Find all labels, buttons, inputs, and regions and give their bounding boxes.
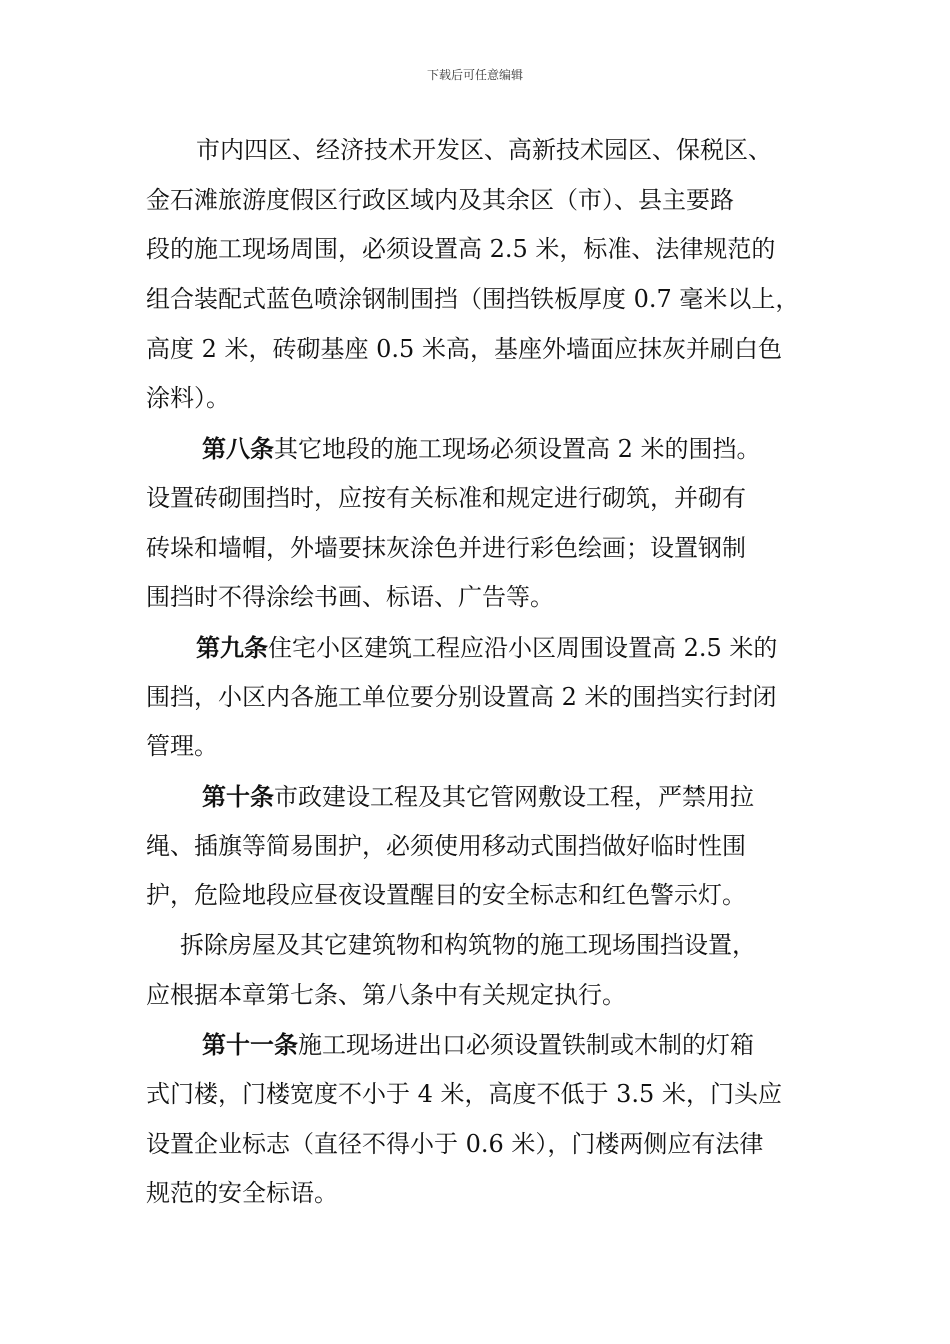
document-body — [146, 126, 826, 1219]
paragraph-demolition — [146, 921, 826, 1020]
text-span: 施工现场进出口必须设置铁制或木制的灯箱 — [298, 1031, 754, 1060]
text-line: 金石滩旅游度假区行政区域内及其余区（市）、县主要路 — [146, 185, 734, 214]
paragraph-article-10 — [146, 772, 826, 921]
text-line: 管理。 — [146, 732, 218, 761]
paragraph-article-8 — [146, 424, 826, 623]
text-line: 市内四区、经济技术开发区、高新技术园区、保税区、 — [196, 136, 772, 164]
text-line: 涂料）。 — [146, 384, 230, 413]
text-line: 组合装配式蓝色喷涂钢制围挡（围挡铁板厚度 0.7 毫米以上， — [146, 285, 800, 314]
text-span: 市政建设工程及其它管网敷设工程，严禁用拉 — [274, 782, 754, 811]
article-heading: 第九条 — [196, 632, 268, 662]
text-line: 设置砖砌围挡时，应按有关标准和规定进行砌筑，并砌有 — [146, 483, 746, 512]
text-line: 围挡，小区内各施工单位要分别设置高 2 米的围挡实行封闭 — [146, 682, 777, 711]
paragraph-article-9 — [146, 623, 826, 772]
text-line: 段的施工现场周围，必须设置高 2.5 米，标准、法律规范的 — [146, 235, 776, 264]
text-span: 住宅小区建筑工程应沿小区周围设置高 2.5 米的 — [268, 633, 778, 662]
text-line: 设置企业标志（直径不得小于 0.6 米），门楼两侧应有法律 — [146, 1129, 764, 1158]
page-header: 下载后可任意编辑 — [426, 68, 523, 82]
text-line: 高度 2 米，砖砌基座 0.5 米高，基座外墙面应抹灰并刷白色 — [146, 334, 782, 363]
text-line — [146, 1020, 826, 1070]
text-line: 绳、插旗等简易围护，必须使用移动式围挡做好临时性围 — [146, 831, 746, 860]
paragraph-article-11 — [146, 1020, 826, 1219]
text-line: 应根据本章第七条、第八条中有关规定执行。 — [146, 980, 626, 1009]
article-heading: 第八条 — [202, 434, 274, 464]
text-line: 砖垛和墙帽，外墙要抹灰涂色并进行彩色绘画；设置钢制 — [146, 533, 746, 562]
text-line: 围挡时不得涂绘书画、标语、广告等。 — [146, 583, 554, 612]
text-span: 其它地段的施工现场必须设置高 2 米的围挡。 — [274, 435, 761, 464]
text-line — [146, 772, 826, 822]
text-line: 规范的安全标语。 — [146, 1179, 338, 1208]
text-line — [146, 623, 826, 673]
text-line: 式门楼，门楼宽度不小于 4 米，高度不低于 3.5 米，门头应 — [146, 1080, 782, 1109]
article-heading: 第十一条 — [202, 1030, 298, 1060]
text-line: 拆除房屋及其它建筑物和构筑物的施工现场围挡设置， — [180, 931, 756, 959]
article-heading: 第十条 — [202, 781, 274, 811]
text-line: 护，危险地段应昼夜设置醒目的安全标志和红色警示灯。 — [146, 881, 746, 910]
text-line — [146, 424, 826, 474]
paragraph-1 — [146, 126, 826, 424]
